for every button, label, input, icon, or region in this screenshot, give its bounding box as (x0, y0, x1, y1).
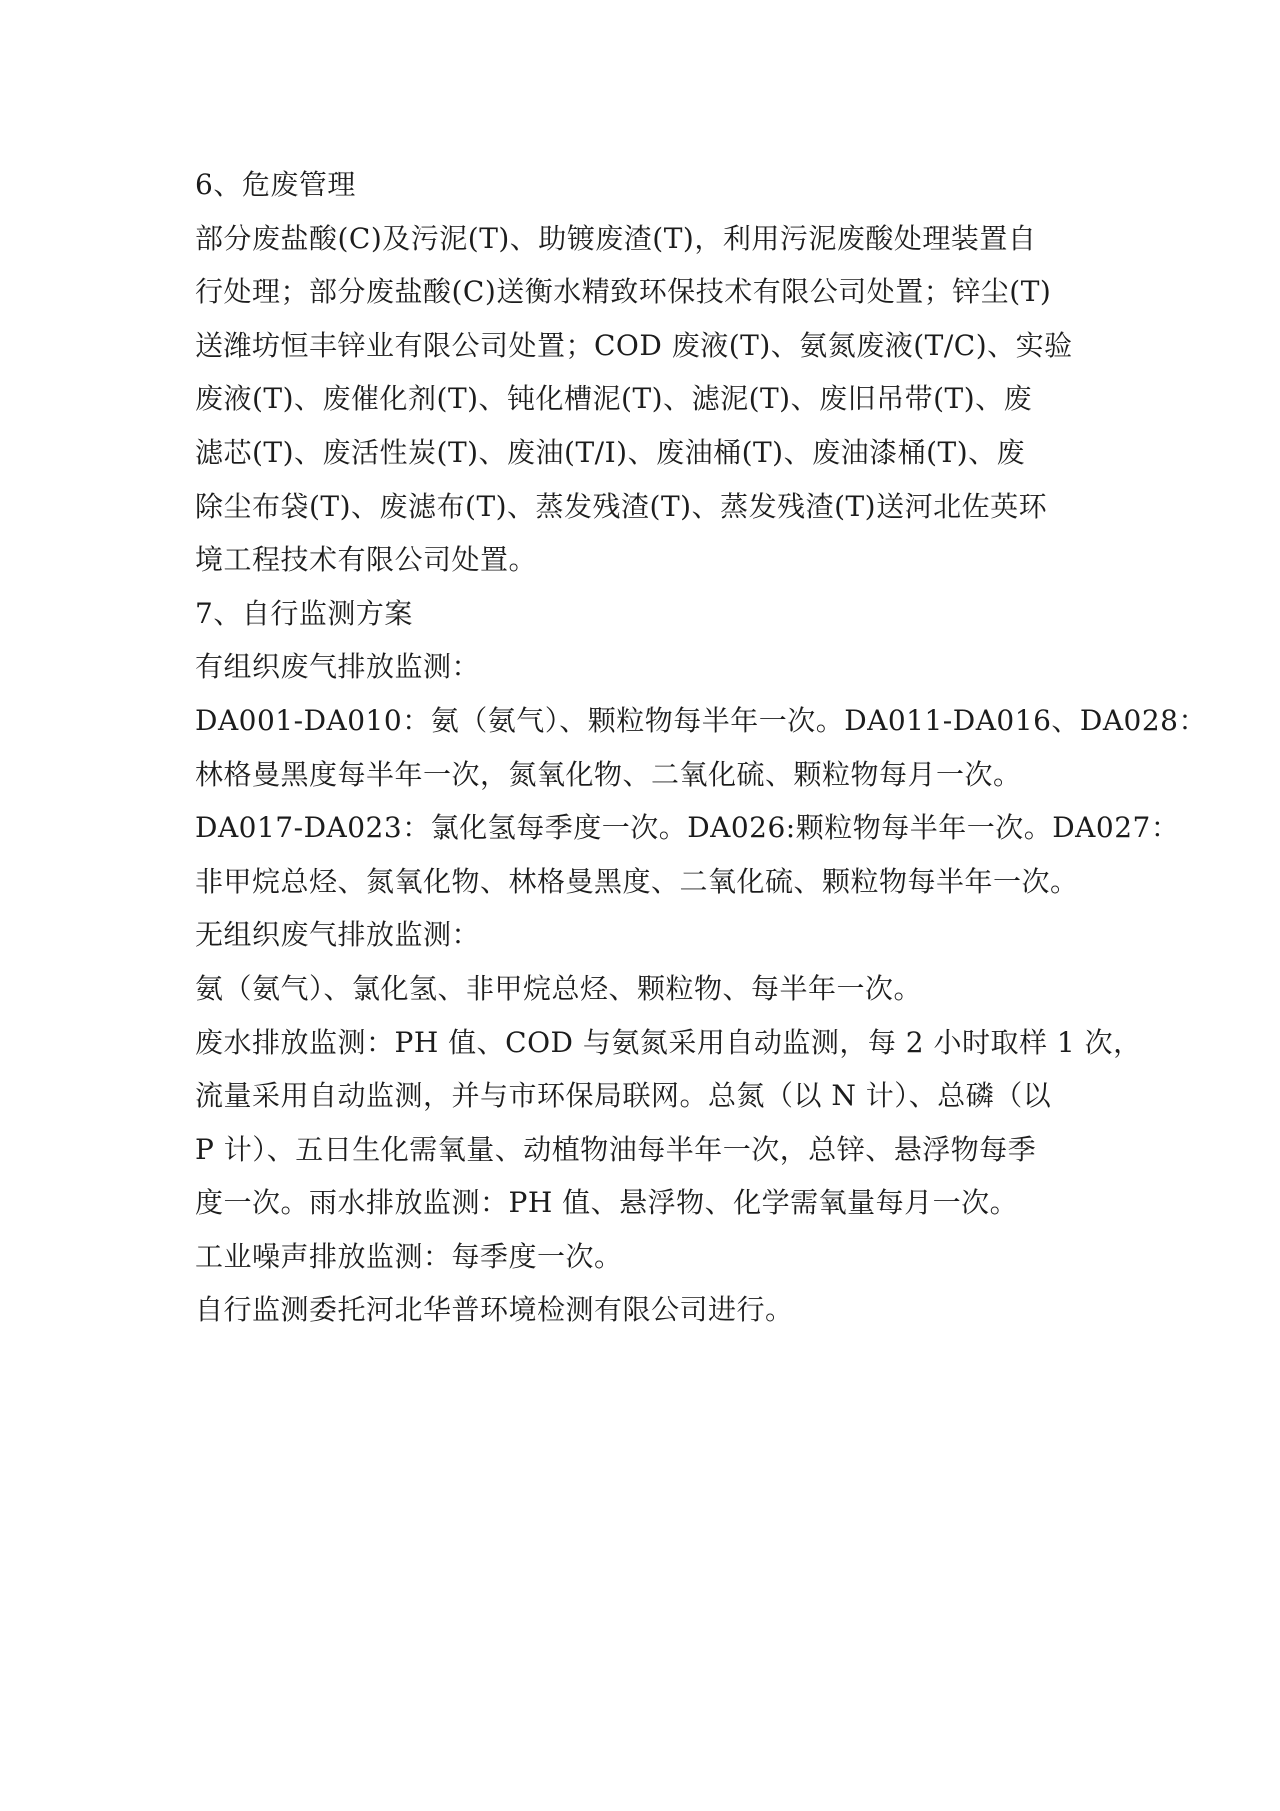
subheading-organized-emission: 有组织废气排放监测： (195, 650, 481, 684)
paragraph-line: P 计）、五日生化需氧量、动植物油每半年一次，总锌、悬浮物每季 (195, 1132, 1037, 1166)
paragraph-line: 流量采用自动监测，并与市环保局联网。总氮（以 N 计）、总磷（以 (195, 1079, 1052, 1113)
paragraph-line: 行处理；部分废盐酸(C)送衡水精致环保技术有限公司处置；锌尘(T) (195, 275, 1052, 309)
section-heading-self-monitoring: 7、自行监测方案 (195, 596, 413, 630)
paragraph-line: 部分废盐酸(C)及污泥(T)、助镀废渣(T)，利用污泥废酸处理装置自 (195, 221, 1037, 255)
paragraph-line: 境工程技术有限公司处置。 (195, 543, 538, 577)
paragraph-line: 度一次。雨水排放监测：PH 值、悬浮物、化学需氧量每月一次。 (195, 1186, 1019, 1220)
paragraph-line: 废水排放监测：PH 值、COD 与氨氮采用自动监测，每 2 小时取样 1 次， (195, 1025, 1142, 1059)
subheading-unorganized-emission: 无组织废气排放监测： (195, 918, 481, 952)
paragraph-line: DA017-DA023：氯化氢每季度一次。DA026:颗粒物每半年一次。DA027： (195, 811, 1180, 845)
paragraph-line: 送潍坊恒丰锌业有限公司处置；COD 废液(T)、氨氮废液(T/C)、实验 (195, 328, 1073, 362)
section-heading-hazardous-waste: 6、危废管理 (195, 168, 356, 201)
paragraph-line: 自行监测委托河北华普环境检测有限公司进行。 (195, 1293, 794, 1327)
paragraph-line: 工业噪声排放监测：每季度一次。 (195, 1239, 623, 1273)
paragraph-line: 滤芯(T)、废活性炭(T)、废油(T/I)、废油桶(T)、废油漆桶(T)、废 (195, 435, 1026, 469)
paragraph-line: 废液(T)、废催化剂(T)、钝化槽泥(T)、滤泥(T)、废旧吊带(T)、废 (195, 382, 1033, 416)
document-body (195, 158, 1207, 1337)
paragraph-line: 除尘布袋(T)、废滤布(T)、蒸发残渣(T)、蒸发残渣(T)送河北佐英环 (195, 489, 1048, 523)
paragraph-line: 非甲烷总烃、氮氧化物、林格曼黑度、二氧化硫、颗粒物每半年一次。 (195, 864, 1079, 898)
paragraph-line: 林格曼黑度每半年一次，氮氧化物、二氧化硫、颗粒物每月一次。 (195, 757, 1022, 791)
paragraph-line: DA001-DA010：氨（氨气）、颗粒物每半年一次。DA011-DA016、DA028： (195, 703, 1207, 737)
paragraph-line: 氨（氨气）、氯化氢、非甲烷总烃、颗粒物、每半年一次。 (195, 971, 923, 1005)
